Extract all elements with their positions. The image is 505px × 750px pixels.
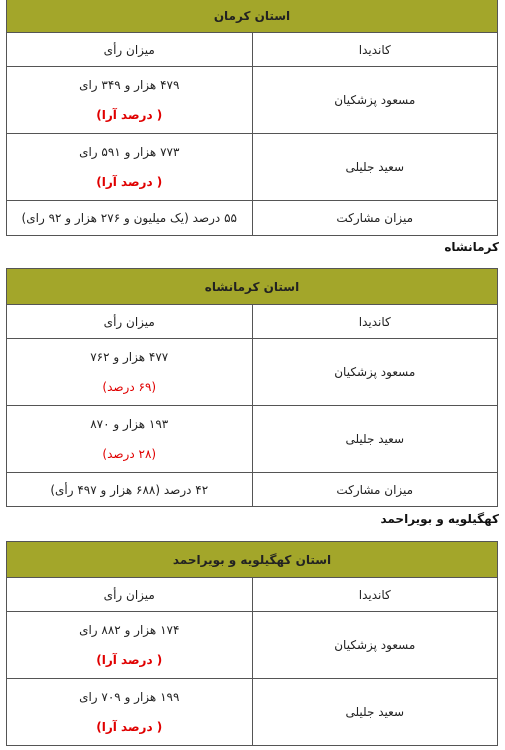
candidate-name: سعید جلیلی xyxy=(252,406,498,473)
column-header-votes: میزان رأی xyxy=(7,305,253,339)
candidate-name: مسعود پزشکیان xyxy=(252,339,498,406)
vote-cell xyxy=(7,339,253,406)
vote-cell xyxy=(7,406,253,473)
table-title: استان کرمانشاه xyxy=(7,269,498,305)
section-heading-kermanshah: کرمانشاه xyxy=(444,240,499,254)
vote-count: ۴۷۷ هزار و ۷۶۲ xyxy=(90,350,169,364)
column-header-candidate: کاندیدا xyxy=(252,305,498,339)
column-header-candidate: کاندیدا xyxy=(252,33,498,67)
vote-percent: (۲۸ درصد) xyxy=(102,447,157,461)
table-row xyxy=(7,67,498,134)
vote-count: ۷۷۳ هزار و ۵۹۱ رای xyxy=(79,145,180,159)
vote-percent: ( درصد آرا) xyxy=(96,175,163,189)
table-row xyxy=(7,201,498,236)
vote-count: ۱۹۹ هزار و ۷۰۹ رای xyxy=(79,690,180,704)
candidate-name: سعید جلیلی xyxy=(252,679,498,746)
candidate-name: مسعود پزشکیان xyxy=(252,612,498,679)
table-row xyxy=(7,612,498,679)
vote-percent: ( درصد آرا) xyxy=(96,653,163,667)
vote-count: ۴۷۹ هزار و ۳۴۹ رای xyxy=(79,78,180,92)
vote-percent: ( درصد آرا) xyxy=(96,720,163,734)
vote-percent: ( درصد آرا) xyxy=(96,108,163,122)
vote-count: ۱۹۳ هزار و ۸۷۰ xyxy=(90,417,169,431)
turnout-value: ۴۲ درصد (۶۸۸ هزار و ۴۹۷ رأی) xyxy=(7,473,253,507)
table-row xyxy=(7,134,498,201)
table-title: استان کرمان xyxy=(7,0,498,33)
vote-count: ۱۷۴ هزار و ۸۸۲ رای xyxy=(79,623,180,637)
section-heading-kohgiluyeh: کهگیلویه و بویراحمد xyxy=(380,512,499,526)
table-row xyxy=(7,473,498,507)
vote-cell xyxy=(7,612,253,679)
column-header-candidate: کاندیدا xyxy=(252,578,498,612)
turnout-label: میزان مشارکت xyxy=(252,201,498,236)
vote-cell xyxy=(7,134,253,201)
candidate-name: سعید جلیلی xyxy=(252,134,498,201)
vote-percent: (۶۹ درصد) xyxy=(102,380,157,394)
table-title: استان کهگیلویه و بویراحمد xyxy=(7,542,498,578)
turnout-label: میزان مشارکت xyxy=(252,473,498,507)
vote-cell xyxy=(7,67,253,134)
table-row xyxy=(7,679,498,746)
column-header-votes: میزان رأی xyxy=(7,578,253,612)
column-header-votes: میزان رأی xyxy=(7,33,253,67)
candidate-name: مسعود پزشکیان xyxy=(252,67,498,134)
vote-cell xyxy=(7,679,253,746)
kerman-results-table xyxy=(6,0,498,236)
turnout-value: ۵۵ درصد (یک میلیون و ۲۷۶ هزار و ۹۲ رای) xyxy=(7,201,253,236)
kermanshah-results-table xyxy=(6,268,498,507)
table-row xyxy=(7,406,498,473)
table-row xyxy=(7,339,498,406)
kohgiluyeh-results-table xyxy=(6,541,498,746)
